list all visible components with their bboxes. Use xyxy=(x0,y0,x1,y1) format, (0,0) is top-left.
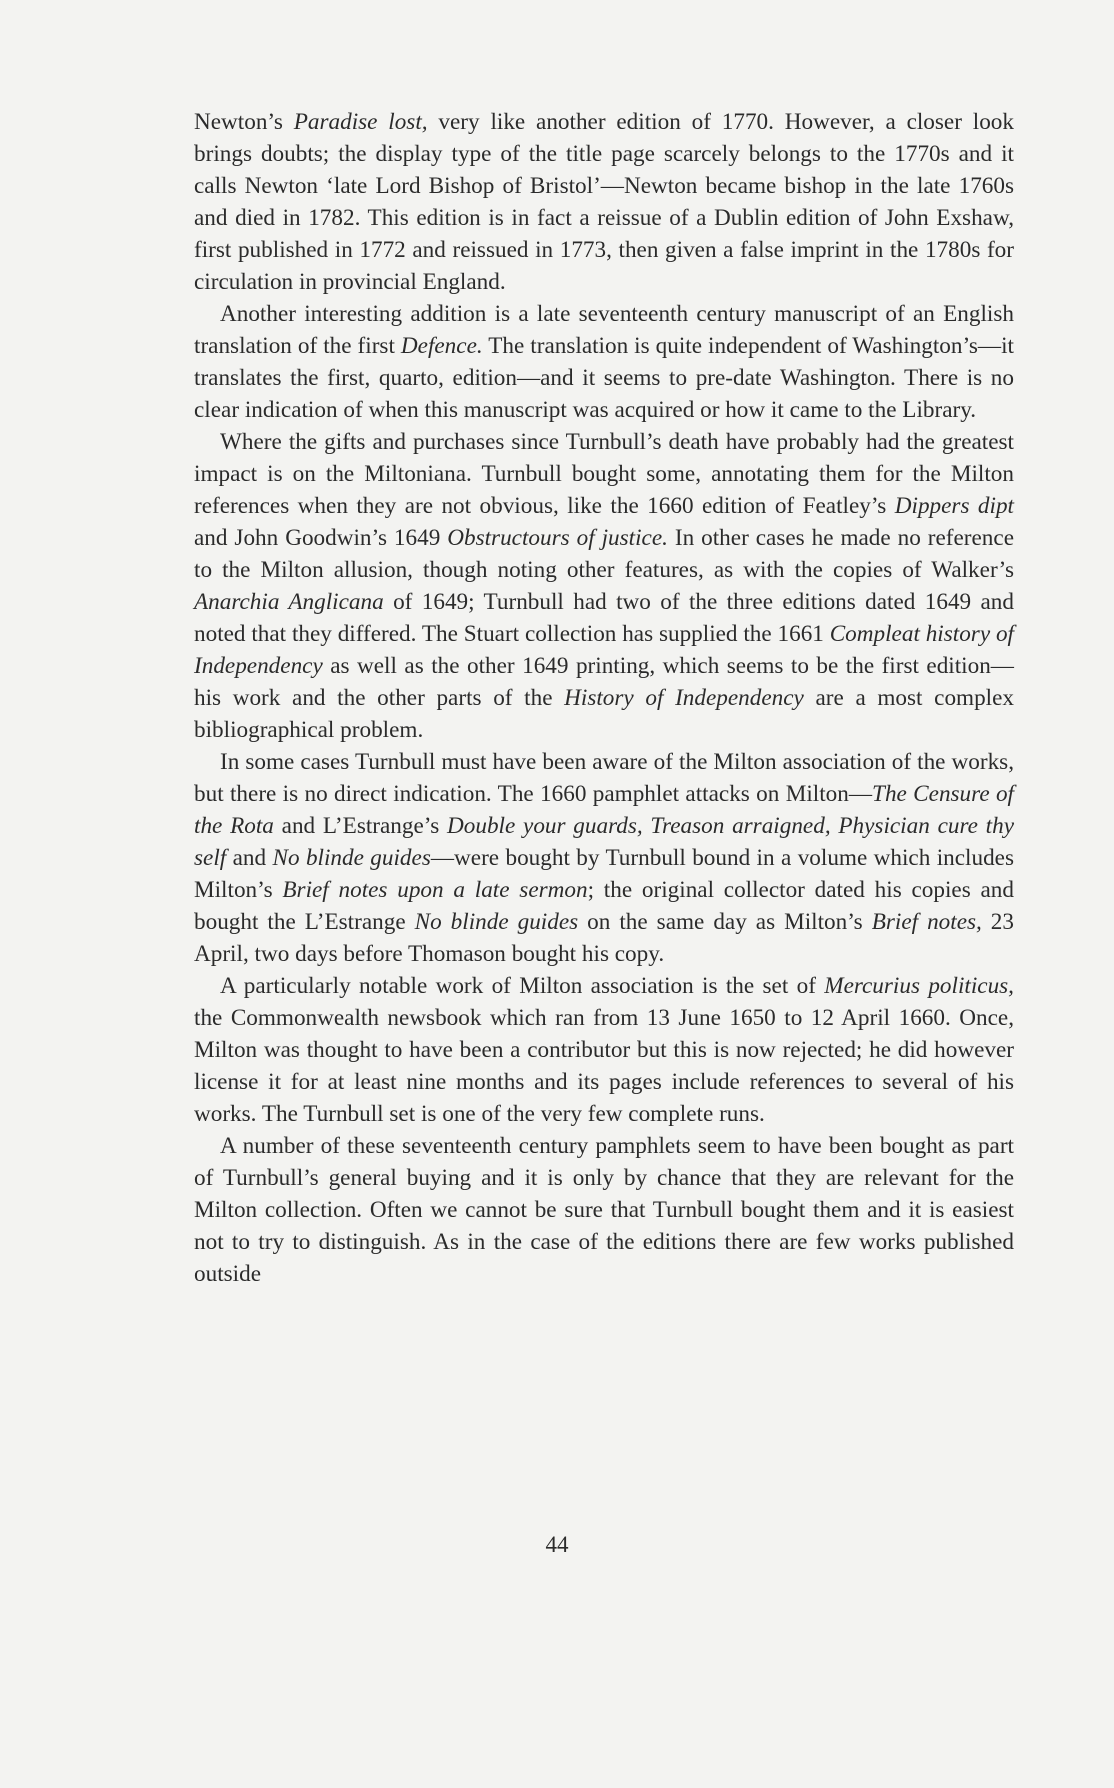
page-number: 44 xyxy=(545,1532,569,1557)
italic-title: Defence. xyxy=(400,333,483,359)
text-run: on the same day as Milton’s xyxy=(578,909,872,935)
italic-title: History of Independency xyxy=(564,685,804,711)
text-run: very like another edition of 1770. However, a closer look brings doubts; the display type of the title page scarcely belongs to the 1770s and it calls Newton ‘late Lord Bishop of Bristol’—Newton became bishop in the late 1760s and died in 1782. This edition is in fact a reissue of a Dublin edition of John Exshaw, first published in 1772 and reissued in 1773, then given a false imprint in the 1780s for circulation in provincial England. xyxy=(194,109,1014,295)
text-run: and L’Estrange’s xyxy=(273,813,448,839)
italic-title: Double your guards, Treason arraigned, Physician cure thy self xyxy=(194,813,1015,871)
italic-title: Brief notes, xyxy=(871,909,982,935)
paragraph xyxy=(194,746,1014,970)
italic-title: Dippers dipt xyxy=(894,493,1014,519)
text-run: the Commonwealth newsbook which ran from 13 June 1650 to 12 April 1660. Once, Milton was thought to have been a contributor but this is now rejected; he did however license it for at least nine months and its pages include references to several of his works. The Turnbull set is one of the very few complete runs. xyxy=(194,1005,1014,1127)
text-run: In some cases Turnbull must have been aware of the Milton association of the works, but there is no direct indication. The 1660 pamphlet attacks on Milton— xyxy=(194,749,1014,807)
italic-title: Brief notes upon a late sermon xyxy=(282,877,588,903)
text-run: —were bought by Turnbull bound in a volume which includes Milton’s xyxy=(194,845,1014,903)
text-run: In other cases he made no reference to the Milton allusion, though noting other features, as with the copies of Walker’s xyxy=(194,525,1014,583)
text-run: and xyxy=(226,845,273,871)
italic-title: No blinde guides xyxy=(414,909,579,935)
italic-title: Anarchia Anglicana xyxy=(194,589,384,615)
text-run: A number of these seventeenth century pamphlets seem to have been bought as part of Turnbull’s general buying and it is only by chance that they are relevant for the Milton collection. Often we cannot be sure that Turnbull bought them and it is easiest not to try to distinguish. As in the case of the editions there are few works published outside xyxy=(194,1133,1014,1287)
italic-title: Compleat history of Independency xyxy=(194,621,1014,679)
text-run: Another interesting addition is a late seventeenth century manuscript of an English translation of the first xyxy=(194,301,1014,359)
text-run: 23 April, two days before Thomason bought his copy. xyxy=(194,909,1014,967)
text-run: A particularly notable work of Milton association is the set of xyxy=(220,973,825,999)
paragraph xyxy=(194,298,1014,426)
paragraph xyxy=(194,106,1014,298)
italic-title: No blinde guides xyxy=(272,845,431,871)
text-run: are a most complex bibliographical problem. xyxy=(194,685,1014,743)
text-run: ; the original collector dated his copies and bought the L’Estrange xyxy=(194,877,1014,935)
paragraph xyxy=(194,970,1014,1130)
text-run: The translation is quite independent of Washington’s—it translates the first, quarto, edition—and it seems to pre-date Washington. There is no clear indication of when this manuscript was acquired or how it came to the Library. xyxy=(194,333,1014,423)
paragraph xyxy=(194,1130,1014,1290)
text-run: of 1649; Turnbull had two of the three editions dated 1649 and noted that they differed. The Stuart collection has supplied the 1661 xyxy=(194,589,1014,647)
italic-title: Paradise lost, xyxy=(293,109,428,135)
body-text xyxy=(194,106,1014,1290)
italic-title: The Censure of the Rota xyxy=(194,781,1015,839)
italic-title: Obstructours of justice. xyxy=(447,525,668,551)
text-run: Where the gifts and purchases since Turnbull’s death have probably had the greatest impact is on the Miltoniana. Turnbull bought some, annotating them for the Milton references when they are not obvious, like the 1660 edition of Featley’s xyxy=(194,429,1014,519)
text-run: and John Goodwin’s 1649 xyxy=(194,525,448,551)
text-run: as well as the other 1649 printing, which seems to be the first edition—his work and the other parts of the xyxy=(194,653,1014,711)
text-run: Newton’s xyxy=(194,109,294,135)
italic-title: Mercurius politicus, xyxy=(824,973,1014,999)
paragraph xyxy=(194,426,1014,746)
